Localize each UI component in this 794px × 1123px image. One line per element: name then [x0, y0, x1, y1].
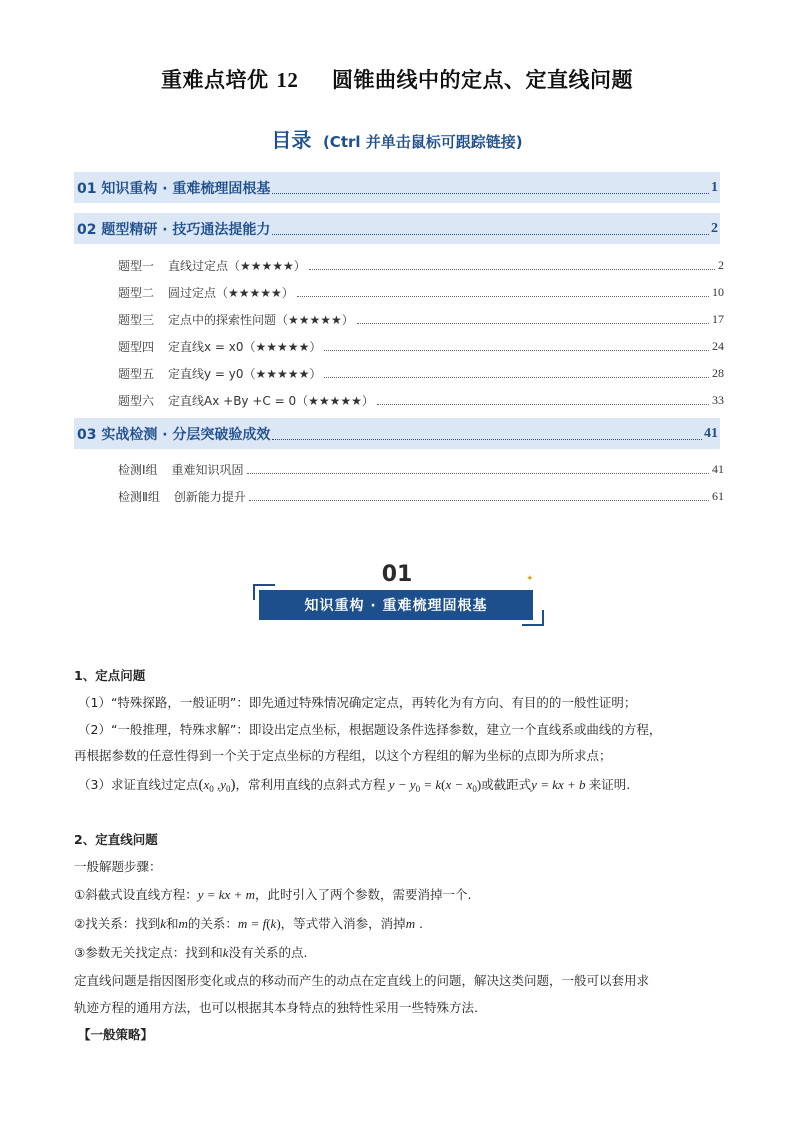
formula-point: ($x_0$ $,y_0$): [198, 777, 236, 794]
toc-page-number: 10: [712, 284, 724, 299]
toc-item-name: 定直线y = y0（★★★★★）: [168, 366, 322, 381]
step-3: ③参数无关找定点：找到和k没有关系的点.: [74, 945, 308, 960]
toc-page-number: 41: [704, 425, 718, 441]
strategy-heading: 【一般策略】: [78, 1027, 154, 1042]
heading-fixed-point: 1、定点问题: [74, 668, 146, 683]
toc-item-type: 题型六: [118, 393, 155, 408]
toc-section-03[interactable]: [74, 418, 720, 449]
toc-leader-dots: [272, 438, 702, 440]
toc-page-number: 33: [712, 392, 724, 407]
toc-item-name: 直线过定点（★★★★★）: [168, 258, 306, 273]
toc-test-2[interactable]: [118, 486, 724, 506]
toc-hint: (Ctrl 并单击鼠标可跟踪链接): [322, 133, 523, 151]
toc-item-type6[interactable]: [118, 390, 724, 410]
title-main: 圆锥曲线中的定点、定直线问题: [331, 68, 633, 92]
toc-section-01[interactable]: [74, 172, 720, 203]
toc-item-type3[interactable]: [118, 309, 724, 329]
toc-leader-dots: [377, 403, 709, 405]
toc-item-name: 定点中的探索性问题（★★★★★）: [168, 312, 354, 327]
toc-page-number: 41: [712, 461, 724, 476]
toc-item-type2[interactable]: [118, 282, 724, 302]
toc-item-type5[interactable]: [118, 363, 724, 383]
toc-leader-dots: [324, 376, 709, 378]
toc-item-type1[interactable]: [118, 255, 724, 275]
heading-fixed-line: 2、定直线问题: [74, 832, 158, 847]
toc-section-label: 03 实战检测 · 分层突破验成效: [77, 426, 271, 443]
toc-page-number: 28: [712, 365, 724, 380]
toc-item-name: 定直线Ax +By +C = 0（★★★★★）: [168, 393, 374, 408]
toc-page-number: 2: [711, 220, 718, 236]
section-banner: 知识重构 · 重难梳理固根基: [259, 590, 533, 620]
toc-item-name: 重难知识巩固: [171, 462, 244, 477]
toc-section-label: 01 知识重构 · 重难梳理固根基: [77, 180, 271, 197]
paragraph-4b: 轨迹方程的通用方法，也可以根据其本身特点的独特性采用一些特殊方法.: [74, 1000, 478, 1015]
toc-leader-dots: [272, 192, 709, 194]
paragraph-4a: 定直线问题是指因图形变化或点的移动而产生的动点在定直线上的问题，解决这类问题，一般可以套用求: [74, 973, 650, 988]
toc-page-number: 1: [711, 179, 718, 195]
toc-label: 目录: [271, 128, 312, 152]
sparkle-icon: ✦: [526, 574, 534, 584]
formula-relation: m = f(k): [237, 916, 281, 931]
title-prefix: 重难点培优: [161, 68, 269, 92]
toc-item-name: 创新能力提升: [173, 489, 246, 504]
step-2: ②找关系：找到k和m的关系：m = f(k)，等式带入消参，消掉m .: [74, 916, 424, 931]
toc-leader-dots: [249, 499, 709, 501]
toc-leader-dots: [272, 233, 709, 235]
toc-leader-dots: [247, 472, 709, 474]
toc-heading: [0, 124, 794, 153]
toc-test-1[interactable]: [118, 459, 724, 479]
toc-item-type: 题型三: [118, 312, 155, 327]
toc-item-type: 检测Ⅱ组: [118, 489, 160, 504]
toc-item-type: 题型五: [118, 366, 155, 381]
toc-page-number: 61: [712, 488, 724, 503]
toc-leader-dots: [297, 295, 709, 297]
formula-line: y = kx + m: [197, 887, 255, 902]
document-title: [0, 64, 794, 94]
paragraph-2a: （2）“一般推理，特殊求解”：即设出定点坐标，根据题设条件选择参数，建立一个直线系或曲线的方程，: [78, 722, 662, 737]
paragraph-1: （1）“特殊探路，一般证明”：即先通过特殊情况确定定点，再转化为有方向、有目的的一般性证明；: [78, 695, 637, 710]
toc-section-label: 02 题型精研 · 技巧通法提能力: [77, 221, 271, 238]
paragraph-3: （3）求证直线过定点($x_0$ $,y_0$)，常利用直线的点斜式方程 $y - y_0 = k(x - x_0)$或截距式y = kx + b 来证明.: [78, 777, 631, 794]
formula-point-slope: $y - y_0 = k(x - x_0)$: [385, 777, 482, 794]
toc-item-name: 圆过定点（★★★★★）: [168, 285, 294, 300]
toc-item-name: 定直线x = x0（★★★★★）: [168, 339, 322, 354]
toc-item-type: 题型四: [118, 339, 155, 354]
toc-section-02[interactable]: [74, 213, 720, 244]
formula-intercept: y = kx + b: [531, 777, 589, 792]
toc-item-type: 检测Ⅰ组: [118, 462, 158, 477]
steps-title: 一般解题步骤：: [74, 859, 162, 874]
toc-item-type: 题型一: [118, 258, 155, 273]
step-1: ①斜截式设直线方程：y = kx + m，此时引入了两个参数，需要消掉一个.: [74, 887, 472, 902]
title-number: 12: [276, 68, 299, 92]
paragraph-2b: 再根据参数的任意性得到一个关于定点坐标的方程组，以这个方程组的解为坐标的点即为所求点；: [74, 748, 612, 763]
toc-leader-dots: [357, 322, 709, 324]
toc-leader-dots: [309, 268, 715, 270]
toc-item-type: 题型二: [118, 285, 155, 300]
toc-page-number: 17: [712, 311, 724, 326]
section-number: 01: [381, 562, 413, 587]
toc-page-number: 2: [718, 257, 724, 272]
toc-item-type4[interactable]: [118, 336, 724, 356]
toc-page-number: 24: [712, 338, 724, 353]
toc-leader-dots: [324, 349, 709, 351]
